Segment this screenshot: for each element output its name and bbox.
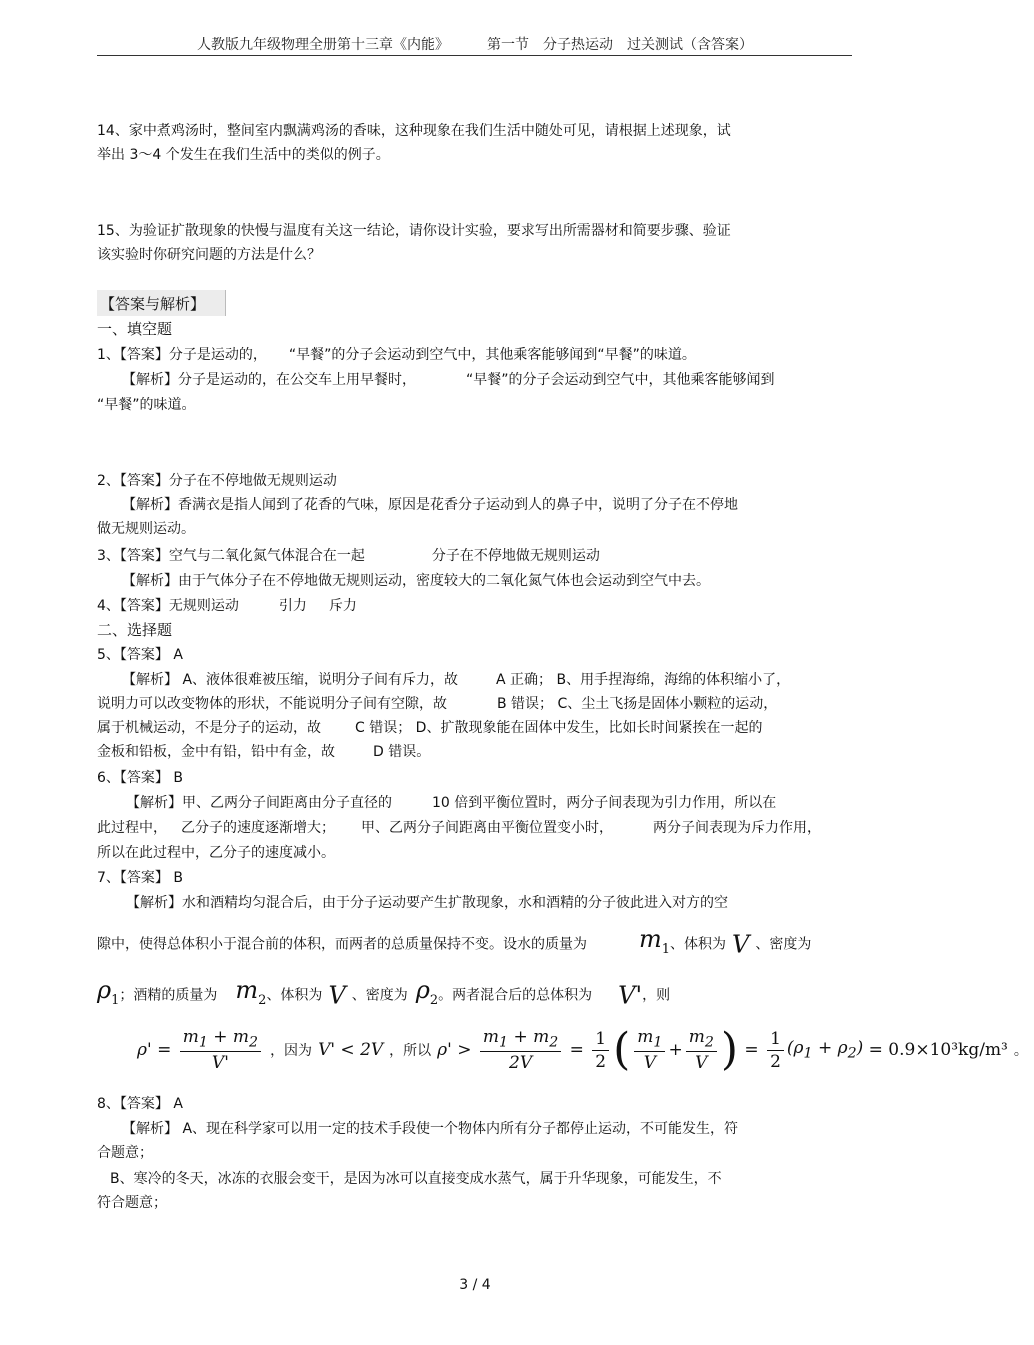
a6-e2a: 此过程中， [97, 820, 167, 836]
a4-answer [97, 596, 357, 616]
a5-explain-line1 [122, 670, 790, 690]
a5-e2b: B 错误； C、尘土飞扬是固体小颗粒的运动， [497, 696, 778, 712]
fraction-m2-over-V: $\frac{m_2}{V}$ [686, 1027, 717, 1073]
header-rule [97, 55, 852, 56]
a5-e3b: C 错误； D、扩散现象能在固体中发生，比如长时间紧挨在一起的 [355, 720, 763, 736]
a5-e3a: 属于机械运动，不是分子的运动，故 [97, 720, 321, 736]
a7-explain-line2 [97, 925, 812, 960]
running-header [100, 34, 850, 54]
page-number: 3 / 4 [459, 1277, 491, 1293]
symbol-rho1: $\rho_1$ [97, 976, 120, 1008]
a7-e3b: 、体积为 [266, 987, 323, 1004]
a8-explain-line4: 符合题意； [97, 1195, 167, 1211]
symbol-m2: $m_2$ [235, 976, 267, 1008]
a1-answer [97, 345, 696, 365]
a7-e3e: ，则 [642, 987, 671, 1004]
a5-e4b: D 错误。 [373, 744, 431, 760]
section-choice: 二、选择题 [97, 621, 173, 639]
header-left: 人教版九年级物理全册第十三章《内能》 [197, 37, 449, 53]
a5-e1a: 【解析】 A、液体很难被压缩，说明分子间有斥力，故 [122, 672, 459, 688]
q15-line1: 15、为验证扩散现象的快慢与温度有关这一结论，请你设计实验，要求写出所需器材和简要步骤、验证 [97, 223, 731, 239]
fraction-m-over-Vprime: $\frac{m_1 + m_2}{V'}$ [180, 1027, 261, 1073]
symbol-m1: $m_1$ [639, 925, 671, 957]
q14-line2: 举出 3～4 个发生在我们生活中的类似的例子。 [97, 147, 390, 163]
fraction-half-2: $\frac{1}{2}$ [767, 1029, 784, 1072]
a3-answer-a: 3、【答案】空气与二氧化氮气体混合在一起 [97, 548, 365, 564]
a5-explain-line4 [97, 742, 430, 762]
because-text: ，因为 [270, 1043, 313, 1059]
a6-e1a: 【解析】甲、乙两分子间距离由分子直径的 [126, 795, 392, 811]
symbol-V-prime: V' [618, 981, 643, 1010]
symbol-V: V [732, 930, 750, 959]
a4-answer-b: 引力 [278, 598, 307, 614]
a3-explain: 【解析】由于气体分子在不停地做无规则运动，密度较大的二氧化氮气体也会运动到空气中去。 [122, 573, 710, 589]
a6-e2c: 甲、乙两分子间距离由平衡位置变小时， [361, 820, 613, 836]
a1-answer-b: “早餐”的分子会运动到空气中，其他乘客能够闻到“早餐”的味道。 [288, 347, 696, 363]
a1-explain-a: 【解析】分子是运动的，在公交车上用早餐时， [122, 372, 416, 388]
density-value: = 0.9×10³kg/m³ [868, 1040, 1008, 1060]
a1-explain-line1 [122, 370, 775, 390]
a5-explain-line3 [97, 718, 762, 738]
symbol-V2: V [328, 981, 346, 1010]
a3-answer-b: 分子在不停地做无规则运动 [431, 548, 600, 564]
a8-explain-line1: 【解析】 A、现在科学家可以用一定的技术手段使一个物体内所有分子都停止运动，不可能发生，符 [122, 1121, 739, 1137]
q14-line1: 14、家中煮鸡汤时，整间室内飘满鸡汤的香味，这种现象在我们生活中随处可见，请根据上述现象，试 [97, 123, 731, 139]
a8-explain-line3: B、寒冷的冬天，冰冻的衣服会变干，是因为冰可以直接变成水蒸气，属于升华现象，可能发生，不 [110, 1171, 722, 1187]
q15-line2: 该实验时你研究问题的方法是什么？ [97, 247, 321, 263]
a7-e2a: 隙中，使得总体积小于混合前的体积，而两者的总质量保持不变。设水的质量为 [97, 936, 587, 953]
a6-e1b: 10 倍到平衡位置时，两分子间表现为引力作用，所以在 [432, 795, 777, 811]
a7-e2c: 、密度为 [755, 936, 812, 953]
formula-end: 。 [1013, 1043, 1028, 1059]
header-right: 第一节 分子热运动 过关测试（含答案） [487, 37, 753, 53]
a6-e2d: 两分子间表现为斥力作用， [653, 820, 821, 836]
a7-e3a: ；酒精的质量为 [119, 987, 218, 1004]
a4-answer-c: 斥力 [328, 598, 357, 614]
a7-answer: 7、【答案】 B [97, 870, 183, 886]
a6-explain-line1 [126, 793, 776, 813]
fraction-half-1: $\frac{1}{2}$ [592, 1029, 609, 1072]
a7-e3d: 。两者混合后的总体积为 [438, 987, 593, 1004]
section-fill-in: 一、填空题 [97, 320, 173, 338]
therefore-text: ，所以 [389, 1043, 432, 1059]
a6-answer: 6、【答案】 B [97, 770, 183, 786]
a6-explain-line3: 所以在此过程中，乙分子的速度减小。 [97, 845, 335, 861]
a2-explain-line1: 【解析】香满衣是指人闻到了花香的气味，原因是花香分子运动到人的鼻子中，说明了分子在不停地 [122, 497, 738, 513]
a8-answer: 8、【答案】 A [97, 1096, 183, 1112]
a5-explain-line2 [97, 694, 777, 714]
a7-explain-line3 [97, 976, 671, 1011]
a7-explain-line1: 【解析】水和酒精均匀混合后，由于分子运动要产生扩散现象，水和酒精的分子彼此进入对方的空 [126, 895, 728, 911]
a7-e2b: 、体积为 [670, 936, 727, 953]
a5-e4a: 金板和铅板，金中有铅，铅中有金，故 [97, 744, 335, 760]
a5-e2a: 说明力可以改变物体的形状，不能说明分子间有空隙，故 [97, 696, 447, 712]
a8-explain-line2: 合题意； [97, 1145, 153, 1161]
fraction-m-over-2V: $\frac{m_1 + m_2}{2V}$ [480, 1027, 561, 1073]
a1-explain-b: “早餐”的分子会运动到空气中，其他乘客能够闻到 [466, 372, 775, 388]
a1-answer-a: 1、【答案】分子是运动的， [97, 347, 267, 363]
fraction-m1-over-V: $\frac{m_1}{V}$ [634, 1027, 665, 1073]
a1-explain-line2: “早餐”的味道。 [97, 397, 196, 413]
a6-explain-line2 [97, 818, 821, 838]
a2-explain-line2: 做无规则运动。 [97, 521, 195, 537]
a6-e2b: 乙分子的速度逐渐增大； [181, 820, 335, 836]
symbol-rho2: $\rho_2$ [415, 976, 439, 1008]
a3-answer [97, 546, 600, 566]
answers-title: 【答案与解析】 [100, 295, 206, 313]
a5-answer: 5、【答案】 A [97, 647, 183, 663]
a4-answer-a: 4、【答案】无规则运动 [97, 598, 239, 614]
a5-e1b: A 正确； B、用手捏海绵，海绵的体积缩小了， [496, 672, 791, 688]
a2-answer: 2、【答案】分子在不停地做无规则运动 [97, 473, 337, 489]
a7-e3c: 、密度为 [351, 987, 408, 1004]
density-formula: ρ' = $\frac{m_1 + m_2}{V'}$ ，因为 V' < 2V ，所以 ρ' > $\frac{m_1 + m_2}{2V}$ = $\frac{1}{2}$ ( $\frac{m_1}{V}$ + $\frac{m_2}{V}$ ) = $\frac{1}{2}$ $(\rho_1 + \rho_2)$ = 0.9×10³kg/m³ 。 [137, 1024, 1028, 1075]
